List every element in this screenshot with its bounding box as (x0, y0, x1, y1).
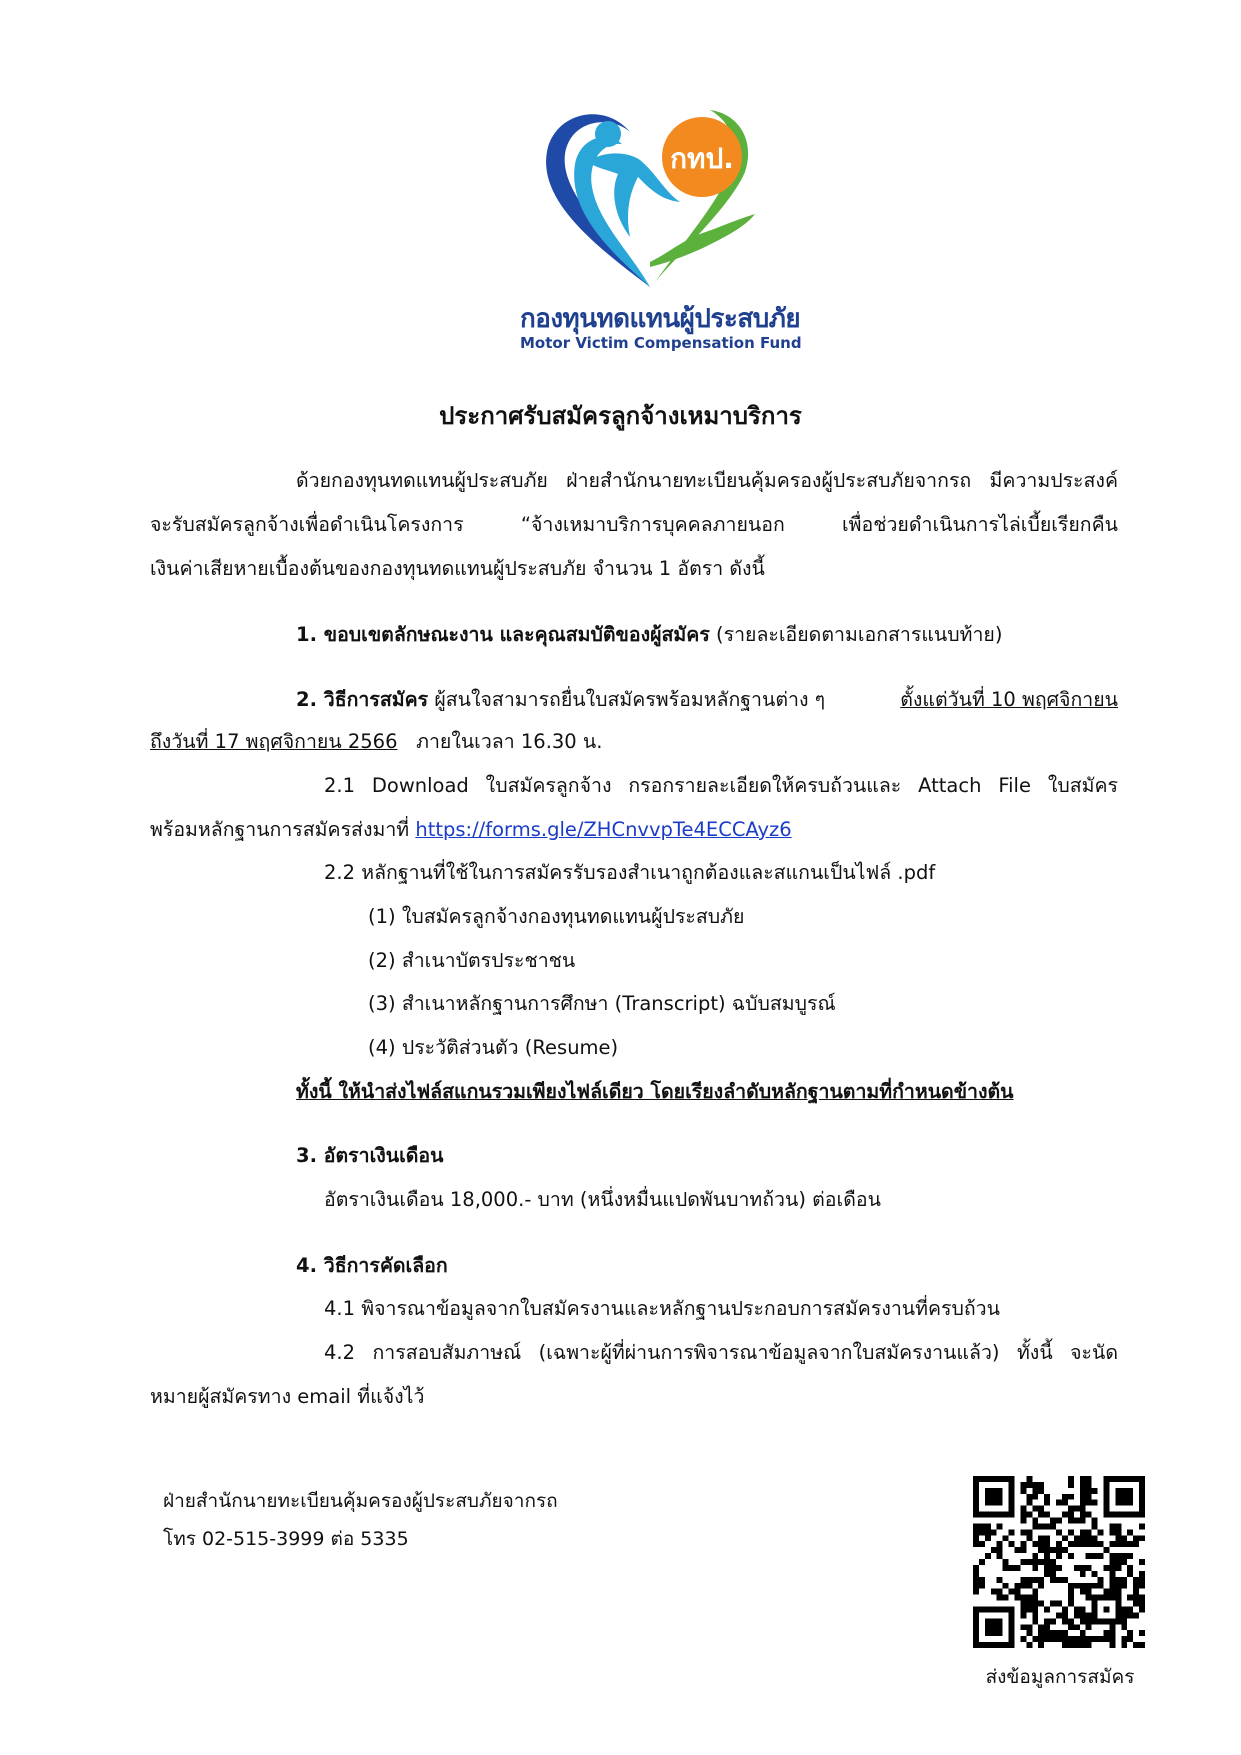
section-2-item-2: 2.2 หลักฐานที่ใช้ในการสมัครรับรองสำเนาถูกต้องและสแกนเป็นไฟล์ .pdf (324, 861, 936, 884)
section-1-note: (รายละเอียดตามเอกสารแนบท้าย) (716, 623, 1003, 646)
footer-department: ฝ่ายสำนักนายทะเบียนคุ้มครองผู้ประสบภัยจากรถ (163, 1490, 558, 1512)
section-2-text: ผู้สนใจสามารถยื่นใบสมัครพร้อมหลักฐานต่าง ๆ (434, 688, 826, 711)
section-1 (296, 620, 1002, 650)
section-2-line-1 (296, 685, 1118, 715)
section-2-date-start: ตั้งแต่วันที่ 10 พฤศจิกายน (900, 688, 1118, 711)
document-item: (4) ประวัติส่วนตัว (Resume) (368, 1036, 619, 1059)
section-4-item-1: 4.1 พิจารณาข้อมูลจากใบสมัครงานและหลักฐานประกอบการสมัครงานที่ครบถ้วน (324, 1297, 1000, 1320)
footer-phone: โทร 02-515-3999 ต่อ 5335 (163, 1528, 409, 1550)
qr-caption: ส่งข้อมูลการสมัคร (985, 1666, 1135, 1688)
section-2-item-1-line-2 (150, 815, 792, 845)
section-1-heading: 1. ขอบเขตลักษณะงาน และคุณสมบัติของผู้สมัคร (296, 623, 710, 646)
application-form-link[interactable]: https://forms.gle/ZHCnvvpTe4ECCAyz6 (415, 818, 792, 841)
section-2-notice: ทั้งนี้ ให้นำส่งไฟล์สแกนรวมเพียงไฟล์เดียว โดยเรียงลำดับหลักฐานตามที่กำหนดข้างต้น (296, 1080, 1014, 1103)
heart-logo-icon (530, 102, 780, 292)
section-2-item-1-line-1: 2.1 Download ใบสมัครลูกจ้าง กรอกรายละเอียดให้ครบถ้วนและ Attach File ใบสมัคร (324, 774, 1118, 797)
section-2-date-end: ถึงวันที่ 17 พฤศจิกายน 2566 (150, 730, 398, 753)
section-2-time: ภายในเวลา 16.30 น. (416, 730, 603, 753)
section-4-heading-text: 4. วิธีการคัดเลือก (296, 1254, 448, 1277)
section-4-heading (296, 1251, 448, 1281)
intro-line-3: เงินค่าเสียหายเบื้องต้นของกองทุนทดแทนผู้ประสบภัย จำนวน 1 อัตรา ดังนี้ (150, 557, 765, 580)
section-3-heading-text: 3. อัตราเงินเดือน (296, 1144, 444, 1167)
section-3-heading (296, 1141, 443, 1171)
page-title: ประกาศรับสมัครลูกจ้างเหมาบริการ (439, 402, 802, 430)
intro-line-2: จะรับสมัครลูกจ้างเพื่อดำเนินโครงการ “จ้างเหมาบริการบุคคลภายนอก เพื่อช่วยดำเนินการไล่เบี้ยเรียกคืน (150, 513, 1118, 536)
section-2-line-2 (150, 727, 602, 757)
logo-badge-text: กทป. (670, 142, 734, 175)
fund-logo (520, 102, 802, 362)
logo-thai-name: กองทุนทดแทนผู้ประสบภัย (520, 304, 801, 334)
section-2-heading: 2. วิธีการสมัคร (296, 688, 429, 711)
logo-english-name: Motor Victim Compensation Fund (520, 334, 802, 352)
document-item: (2) สำเนาบัตรประชาชน (368, 949, 576, 972)
section-4-item-2-line-1: 4.2 การสอบสัมภาษณ์ (เฉพาะผู้ที่ผ่านการพิจารณาข้อมูลจากใบสมัครงานแล้ว) ทั้งนี้ จะนัด (324, 1341, 1118, 1364)
application-qr-code[interactable] (973, 1476, 1145, 1648)
submission-label: พร้อมหลักฐานการสมัครส่งมาที่ (150, 818, 410, 841)
document-item: (3) สำเนาหลักฐานการศึกษา (Transcript) ฉบับสมบูรณ์ (368, 992, 836, 1015)
intro-line-1: ด้วยกองทุนทดแทนผู้ประสบภัย ฝ่ายสำนักนายทะเบียนคุ้มครองผู้ประสบภัยจากรถ มีความประสงค์ (296, 469, 1118, 492)
section-4-item-2-line-2: หมายผู้สมัครทาง email ที่แจ้งไว้ (150, 1385, 425, 1408)
section-3-text: อัตราเงินเดือน 18,000.- บาท (หนึ่งหมื่นแปดพันบาทถ้วน) ต่อเดือน (324, 1188, 881, 1211)
document-item: (1) ใบสมัครลูกจ้างกองทุนทดแทนผู้ประสบภัย (368, 905, 745, 928)
